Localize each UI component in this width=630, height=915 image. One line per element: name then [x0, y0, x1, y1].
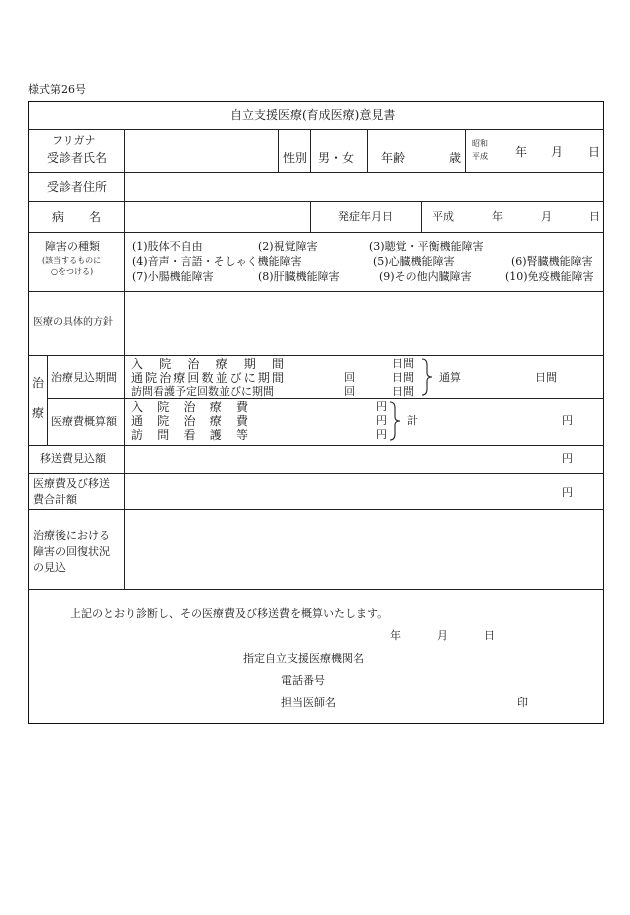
transport-cost-field[interactable] [126, 447, 556, 471]
cost-inpatient-yen: 円 [376, 400, 387, 413]
treatment-side-2: 療 [32, 406, 45, 420]
institution-name-label: 指定自立支援医療機関名 [243, 652, 364, 665]
cost-visiting-line: 訪 問 看 護 等 [131, 428, 248, 442]
rule-disease [28, 232, 604, 233]
period-brace [420, 357, 434, 397]
age-field[interactable] [408, 131, 448, 170]
rule-recovery [28, 589, 604, 590]
disability-option[interactable]: (1)肢体不自由 [132, 240, 203, 253]
form-number: 様式第26号 [28, 83, 86, 96]
disability-option[interactable]: (9)その他内臓障害 [379, 270, 472, 283]
birth-month-unit: 月 [551, 145, 564, 159]
rule-sex-mid [310, 129, 311, 172]
rule-age-left [367, 129, 368, 172]
sex-label: 性別 [283, 151, 308, 165]
rule-treatment-side [47, 355, 48, 445]
expected-period-label: 治療見込期間 [51, 371, 117, 384]
rule-onset-right [421, 201, 422, 232]
sex-value[interactable]: 男・女 [318, 151, 355, 165]
treatment-side-1: 治 [32, 376, 45, 390]
disability-option[interactable]: (5)心臓機能障害 [373, 255, 455, 268]
cost-estimate-label: 医療費概算額 [51, 415, 117, 428]
disability-note-1: (該当するものに [42, 256, 102, 265]
total-cost-field[interactable] [126, 475, 556, 507]
era-showa: 昭和 [472, 139, 488, 148]
transport-cost-label: 移送費見込額 [40, 452, 106, 465]
disease-label-b: 名 [89, 210, 102, 224]
disease-label-a: 病 [52, 210, 65, 224]
rule-label-column [124, 129, 125, 589]
disease-field[interactable] [126, 203, 308, 230]
rule-birthdate-left [465, 129, 466, 172]
onset-label: 発症年月日 [338, 210, 393, 223]
onset-day-unit: 日 [589, 210, 600, 223]
treatment-policy-label: 医療の具体的方針 [33, 317, 113, 328]
sign-month-unit: 月 [437, 629, 448, 642]
rule-transport [28, 473, 604, 474]
address-label: 受診者住所 [47, 180, 108, 194]
rule-policy [28, 355, 604, 356]
age-label: 年齢 [381, 151, 406, 165]
period-outpatient-line: 通 院 治 療 回 数 並 び に 期 間 [131, 371, 284, 385]
onset-era: 平成 [432, 210, 454, 223]
recovery-label-3: の見込 [33, 561, 66, 574]
form-title: 自立支援医療(育成医療)意見書 [230, 108, 396, 122]
cost-visiting-yen: 円 [376, 428, 387, 441]
rule-disability [28, 291, 604, 292]
outpatient-days-unit: 日間 [392, 371, 414, 384]
birth-day-unit: 日 [588, 145, 601, 159]
recovery-outlook-field[interactable] [126, 511, 602, 587]
recovery-label-1: 治療後における [33, 529, 110, 542]
rule-period [47, 398, 604, 399]
transport-cost-unit: 円 [562, 452, 573, 465]
cost-inpatient-line: 入 院 治 療 費 [131, 400, 248, 414]
disability-option[interactable]: (7)小腸機能障害 [132, 270, 214, 283]
period-inpatient-line: 入 院 治 療 期 間 [131, 357, 284, 371]
disability-option[interactable]: (4)音声・言語・そしゃく機能障害 [132, 255, 302, 268]
sign-year-unit: 年 [390, 629, 401, 642]
disability-option[interactable]: (10)免疫機能障害 [505, 270, 594, 283]
disability-option[interactable]: (2)視覚障害 [258, 240, 318, 253]
period-total-unit: 日間 [535, 371, 557, 384]
onset-month-unit: 月 [541, 210, 552, 223]
cost-outpatient-yen: 円 [376, 414, 387, 427]
disability-note-2: ○をつける) [51, 267, 94, 276]
seal-mark: 印 [517, 696, 528, 709]
patient-name-field[interactable] [126, 131, 276, 170]
rule-sex-left [278, 129, 279, 172]
cost-brace [388, 400, 402, 442]
disability-option[interactable]: (3)聴覚・平衡機能障害 [369, 240, 484, 253]
treatment-policy-field[interactable] [126, 293, 602, 353]
rule-cost [28, 445, 604, 446]
rule-total [28, 509, 604, 510]
outpatient-times-unit: 回 [344, 371, 355, 384]
disability-option[interactable]: (6)腎臓機能障害 [511, 255, 593, 268]
address-field[interactable] [126, 174, 602, 199]
rule-onset-left [310, 201, 311, 232]
recovery-label-2: 障害の回復状況 [33, 545, 110, 558]
visiting-days-unit: 日間 [392, 385, 414, 398]
sign-day-unit: 日 [484, 629, 495, 642]
period-total-label: 通算 [439, 371, 461, 384]
era-heisei: 平成 [472, 152, 488, 161]
cost-outpatient-line: 通 院 治 療 費 [131, 414, 248, 428]
furigana-label: フリガナ [52, 134, 96, 147]
rule-title [28, 129, 604, 130]
doctor-name-label: 担当医師名 [281, 696, 336, 709]
visiting-times-unit: 回 [344, 385, 355, 398]
age-unit: 歳 [449, 151, 462, 165]
phone-number-label: 電話番号 [281, 674, 325, 687]
disability-option[interactable]: (8)肝臓機能障害 [258, 270, 340, 283]
total-cost-label-1: 医療費及び移送 [33, 477, 110, 490]
total-cost-label-2: 費合計額 [33, 493, 77, 506]
disability-label: 障害の種類 [45, 240, 100, 253]
inpatient-days-unit: 日間 [392, 357, 414, 370]
cost-total-unit: 円 [562, 414, 573, 427]
statement-text: 上記のとおり診断し、その医療費及び移送費を概算いたします。 [70, 607, 389, 620]
total-cost-unit: 円 [562, 486, 573, 499]
cost-total-label: 計 [407, 414, 418, 427]
rule-name [28, 172, 604, 173]
birth-year-unit: 年 [515, 145, 528, 159]
patient-name-label: 受診者氏名 [47, 151, 108, 165]
onset-year-unit: 年 [492, 210, 503, 223]
period-visiting-line: 訪問看護予定回数並びに期間 [131, 385, 274, 398]
rule-address [28, 201, 604, 202]
